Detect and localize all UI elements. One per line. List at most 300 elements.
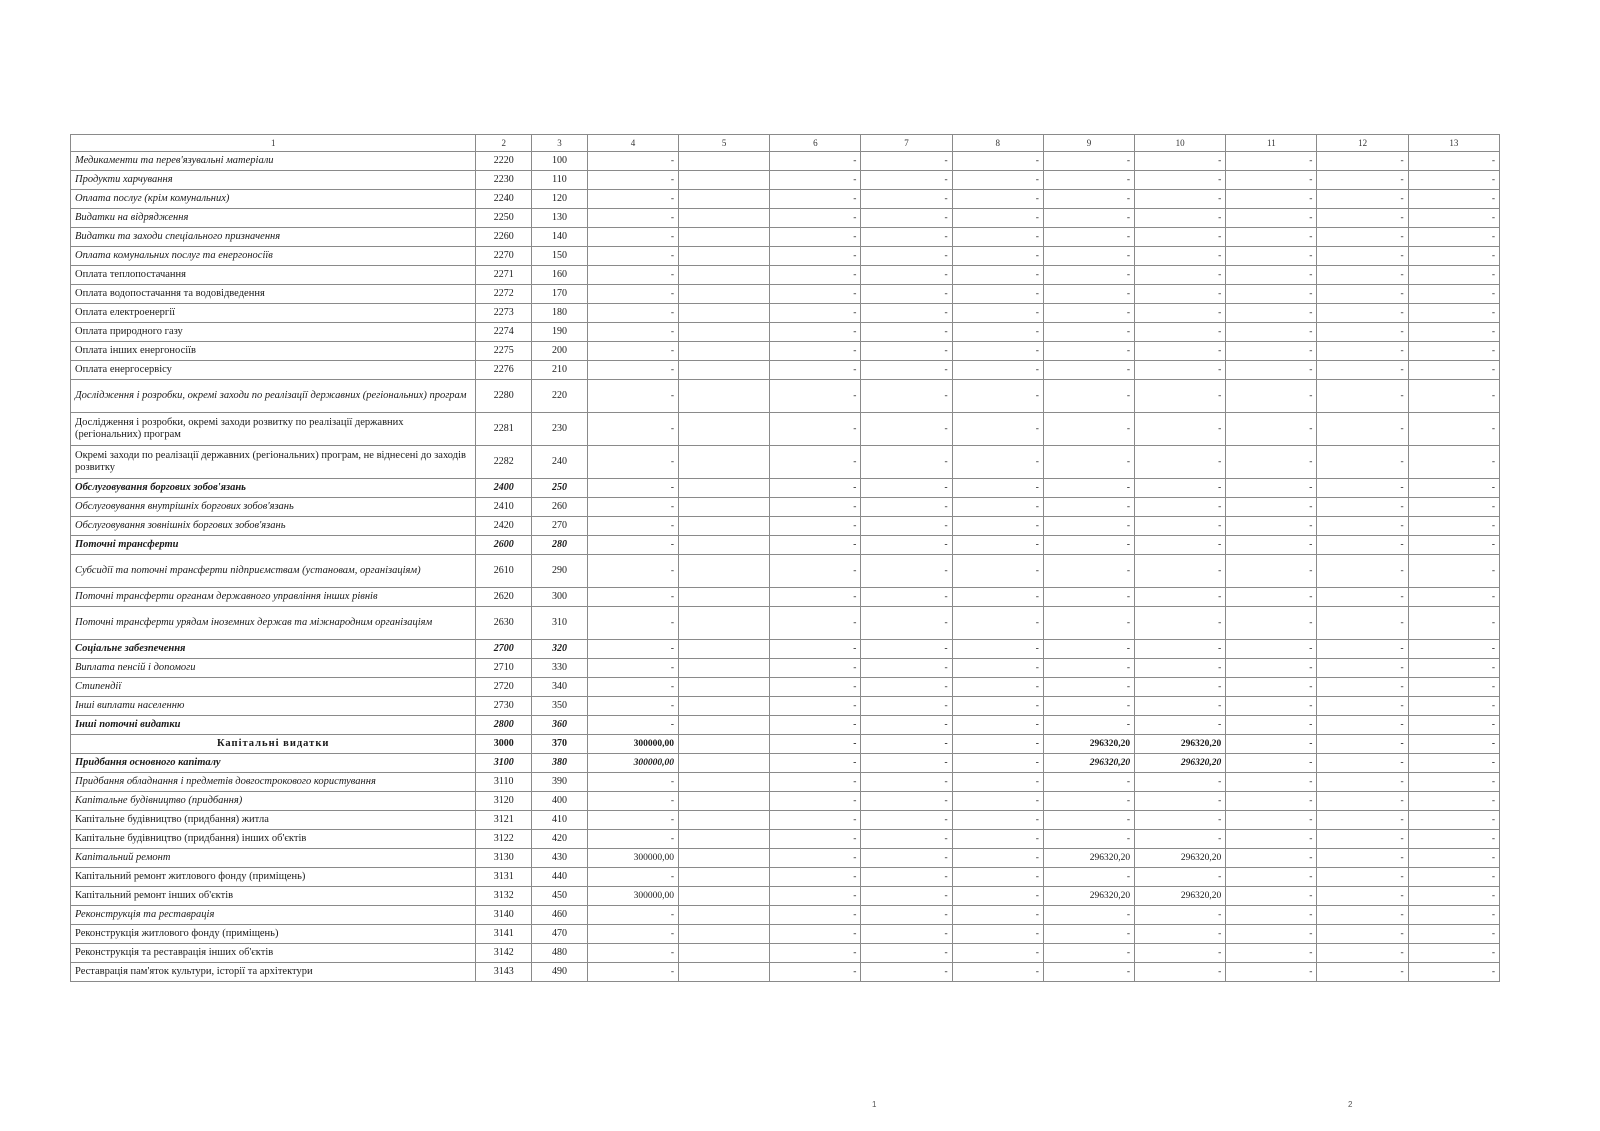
economic-code: 3140 (476, 906, 532, 925)
amount-col-13: - (1408, 754, 1499, 773)
amount-col-11: - (1226, 588, 1317, 607)
amount-col-6: - (770, 659, 861, 678)
amount-col-10: - (1135, 285, 1226, 304)
table-row (71, 190, 1500, 209)
amount-col-8: - (952, 228, 1043, 247)
line-code: 360 (532, 716, 588, 735)
amount-col-4: - (587, 285, 678, 304)
line-code: 350 (532, 697, 588, 716)
amount-col-9: - (1043, 536, 1134, 555)
amount-col-11: - (1226, 171, 1317, 190)
amount-col-5 (679, 773, 770, 792)
amount-col-10: - (1135, 517, 1226, 536)
table-row (71, 792, 1500, 811)
amount-col-10: - (1135, 925, 1226, 944)
expense-name: Окремі заходи по реалізації державних (регіональних) програм, не віднесені до заходів розвитку (71, 446, 476, 479)
amount-col-6: - (770, 446, 861, 479)
amount-col-4: - (587, 716, 678, 735)
amount-col-11: - (1226, 361, 1317, 380)
amount-col-9: - (1043, 323, 1134, 342)
amount-col-5 (679, 323, 770, 342)
amount-col-13: - (1408, 247, 1499, 266)
economic-code: 2420 (476, 517, 532, 536)
amount-col-6: - (770, 754, 861, 773)
amount-col-8: - (952, 735, 1043, 754)
table-row (71, 735, 1500, 754)
amount-col-12: - (1317, 678, 1408, 697)
expense-name: Медикаменти та перев'язувальні матеріали (71, 152, 476, 171)
column-number: 13 (1408, 135, 1499, 152)
expense-name: Реставрація пам'яток культури, історії та архітектури (71, 963, 476, 982)
amount-col-11: - (1226, 830, 1317, 849)
amount-col-7: - (861, 342, 952, 361)
amount-col-12: - (1317, 773, 1408, 792)
amount-col-8: - (952, 380, 1043, 413)
amount-col-11: - (1226, 247, 1317, 266)
amount-col-4: 300000,00 (587, 754, 678, 773)
economic-code: 3000 (476, 735, 532, 754)
amount-col-7: - (861, 285, 952, 304)
amount-col-7: - (861, 925, 952, 944)
amount-col-7: - (861, 588, 952, 607)
amount-col-10: - (1135, 536, 1226, 555)
column-number: 7 (861, 135, 952, 152)
amount-col-4: - (587, 413, 678, 446)
economic-code: 2250 (476, 209, 532, 228)
amount-col-9: - (1043, 607, 1134, 640)
amount-col-6: - (770, 304, 861, 323)
table-row (71, 361, 1500, 380)
amount-col-13: - (1408, 887, 1499, 906)
amount-col-11: - (1226, 285, 1317, 304)
amount-col-13: - (1408, 413, 1499, 446)
amount-col-13: - (1408, 849, 1499, 868)
amount-col-5 (679, 925, 770, 944)
economic-code: 2274 (476, 323, 532, 342)
expense-name: Інші поточні видатки (71, 716, 476, 735)
amount-col-9: - (1043, 588, 1134, 607)
economic-code: 2400 (476, 479, 532, 498)
table-row (71, 925, 1500, 944)
amount-col-10: - (1135, 342, 1226, 361)
amount-col-11: - (1226, 963, 1317, 982)
expense-name: Реконструкція житлового фонду (приміщень) (71, 925, 476, 944)
economic-code: 3131 (476, 868, 532, 887)
line-code: 130 (532, 209, 588, 228)
amount-col-4: - (587, 773, 678, 792)
amount-col-13: - (1408, 811, 1499, 830)
expense-name: Оплата електроенергії (71, 304, 476, 323)
amount-col-11: - (1226, 773, 1317, 792)
amount-col-5 (679, 849, 770, 868)
amount-col-11: - (1226, 792, 1317, 811)
table-row (71, 588, 1500, 607)
amount-col-8: - (952, 588, 1043, 607)
amount-col-4: 300000,00 (587, 887, 678, 906)
expense-name: Капітальне будівництво (придбання) інших об'єктів (71, 830, 476, 849)
amount-col-5 (679, 361, 770, 380)
amount-col-4: 300000,00 (587, 849, 678, 868)
column-number-row (71, 135, 1500, 152)
amount-col-13: - (1408, 304, 1499, 323)
amount-col-10: - (1135, 479, 1226, 498)
amount-col-13: - (1408, 716, 1499, 735)
amount-col-4: - (587, 190, 678, 209)
line-code: 440 (532, 868, 588, 887)
amount-col-10: - (1135, 380, 1226, 413)
expense-name: Реконструкція та реставрація інших об'єктів (71, 944, 476, 963)
amount-col-8: - (952, 323, 1043, 342)
amount-col-8: - (952, 868, 1043, 887)
amount-col-5 (679, 304, 770, 323)
table-row (71, 849, 1500, 868)
amount-col-12: - (1317, 868, 1408, 887)
amount-col-11: - (1226, 479, 1317, 498)
page-mark-right: 2 (1348, 1100, 1353, 1109)
amount-col-9: 296320,20 (1043, 735, 1134, 754)
table-row (71, 536, 1500, 555)
economic-code: 3122 (476, 830, 532, 849)
amount-col-4: 300000,00 (587, 735, 678, 754)
amount-col-8: - (952, 152, 1043, 171)
economic-code: 2275 (476, 342, 532, 361)
amount-col-11: - (1226, 152, 1317, 171)
table-row (71, 247, 1500, 266)
amount-col-6: - (770, 868, 861, 887)
amount-col-6: - (770, 555, 861, 588)
amount-col-12: - (1317, 811, 1408, 830)
line-code: 490 (532, 963, 588, 982)
line-code: 150 (532, 247, 588, 266)
amount-col-11: - (1226, 735, 1317, 754)
amount-col-11: - (1226, 190, 1317, 209)
amount-col-12: - (1317, 607, 1408, 640)
amount-col-11: - (1226, 640, 1317, 659)
amount-col-10: - (1135, 304, 1226, 323)
amount-col-10: - (1135, 906, 1226, 925)
amount-col-5 (679, 659, 770, 678)
amount-col-9: - (1043, 361, 1134, 380)
amount-col-6: - (770, 678, 861, 697)
column-number: 10 (1135, 135, 1226, 152)
amount-col-12: - (1317, 792, 1408, 811)
amount-col-9: - (1043, 906, 1134, 925)
economic-code: 2272 (476, 285, 532, 304)
amount-col-9: - (1043, 304, 1134, 323)
line-code: 180 (532, 304, 588, 323)
line-code: 280 (532, 536, 588, 555)
amount-col-9: 296320,20 (1043, 887, 1134, 906)
amount-col-13: - (1408, 285, 1499, 304)
amount-col-10: - (1135, 811, 1226, 830)
amount-col-7: - (861, 887, 952, 906)
amount-col-9: - (1043, 963, 1134, 982)
amount-col-12: - (1317, 285, 1408, 304)
amount-col-6: - (770, 285, 861, 304)
amount-col-7: - (861, 735, 952, 754)
amount-col-7: - (861, 304, 952, 323)
amount-col-11: - (1226, 925, 1317, 944)
amount-col-12: - (1317, 446, 1408, 479)
expense-name: Соціальне забезпечення (71, 640, 476, 659)
expense-name: Придбання обладнання і предметів довгострокового користування (71, 773, 476, 792)
line-code: 480 (532, 944, 588, 963)
amount-col-9: - (1043, 152, 1134, 171)
table-row (71, 285, 1500, 304)
amount-col-9: - (1043, 190, 1134, 209)
line-code: 460 (532, 906, 588, 925)
amount-col-12: - (1317, 906, 1408, 925)
amount-col-9: - (1043, 697, 1134, 716)
amount-col-7: - (861, 659, 952, 678)
amount-col-6: - (770, 849, 861, 868)
amount-col-12: - (1317, 555, 1408, 588)
expense-name: Оплата теплопостачання (71, 266, 476, 285)
amount-col-8: - (952, 754, 1043, 773)
amount-col-10: - (1135, 361, 1226, 380)
amount-col-13: - (1408, 380, 1499, 413)
amount-col-10: - (1135, 868, 1226, 887)
table-row (71, 607, 1500, 640)
line-code: 220 (532, 380, 588, 413)
amount-col-8: - (952, 659, 1043, 678)
amount-col-13: - (1408, 498, 1499, 517)
amount-col-13: - (1408, 697, 1499, 716)
amount-col-13: - (1408, 640, 1499, 659)
amount-col-5 (679, 754, 770, 773)
amount-col-10: - (1135, 209, 1226, 228)
page-mark-left: 1 (872, 1100, 877, 1109)
amount-col-10: - (1135, 678, 1226, 697)
amount-col-6: - (770, 380, 861, 413)
table-row (71, 209, 1500, 228)
line-code: 210 (532, 361, 588, 380)
table-row (71, 963, 1500, 982)
line-code: 470 (532, 925, 588, 944)
amount-col-6: - (770, 536, 861, 555)
amount-col-11: - (1226, 697, 1317, 716)
amount-col-11: - (1226, 517, 1317, 536)
line-code: 290 (532, 555, 588, 588)
amount-col-8: - (952, 498, 1043, 517)
amount-col-9: - (1043, 517, 1134, 536)
amount-col-4: - (587, 304, 678, 323)
economic-code: 3130 (476, 849, 532, 868)
amount-col-5 (679, 266, 770, 285)
table-row (71, 716, 1500, 735)
line-code: 430 (532, 849, 588, 868)
amount-col-9: - (1043, 555, 1134, 588)
amount-col-6: - (770, 266, 861, 285)
amount-col-8: - (952, 811, 1043, 830)
amount-col-5 (679, 555, 770, 588)
expense-name: Оплата послуг (крім комунальних) (71, 190, 476, 209)
amount-col-6: - (770, 887, 861, 906)
amount-col-6: - (770, 498, 861, 517)
amount-col-4: - (587, 498, 678, 517)
amount-col-4: - (587, 266, 678, 285)
economic-code: 2281 (476, 413, 532, 446)
amount-col-4: - (587, 323, 678, 342)
amount-col-8: - (952, 906, 1043, 925)
amount-col-6: - (770, 479, 861, 498)
amount-col-13: - (1408, 555, 1499, 588)
expense-name: Капітальні видатки (71, 735, 476, 754)
amount-col-12: - (1317, 697, 1408, 716)
column-number: 4 (587, 135, 678, 152)
amount-col-10: - (1135, 152, 1226, 171)
economic-code: 2800 (476, 716, 532, 735)
amount-col-4: - (587, 555, 678, 588)
line-code: 170 (532, 285, 588, 304)
amount-col-13: - (1408, 517, 1499, 536)
economic-code: 2700 (476, 640, 532, 659)
amount-col-6: - (770, 944, 861, 963)
amount-col-10: - (1135, 773, 1226, 792)
amount-col-5 (679, 380, 770, 413)
amount-col-10: 296320,20 (1135, 735, 1226, 754)
amount-col-5 (679, 697, 770, 716)
table-row (71, 830, 1500, 849)
amount-col-12: - (1317, 944, 1408, 963)
economic-code: 2720 (476, 678, 532, 697)
line-code: 100 (532, 152, 588, 171)
expense-name: Дослідження і розробки, окремі заходи по реалізації державних (регіональних) програм (71, 380, 476, 413)
amount-col-13: - (1408, 659, 1499, 678)
economic-code: 2282 (476, 446, 532, 479)
amount-col-13: - (1408, 963, 1499, 982)
economic-code: 2730 (476, 697, 532, 716)
amount-col-7: - (861, 555, 952, 588)
amount-col-11: - (1226, 607, 1317, 640)
amount-col-9: - (1043, 773, 1134, 792)
amount-col-11: - (1226, 754, 1317, 773)
amount-col-4: - (587, 792, 678, 811)
amount-col-8: - (952, 849, 1043, 868)
economic-code: 2220 (476, 152, 532, 171)
amount-col-5 (679, 906, 770, 925)
amount-col-13: - (1408, 446, 1499, 479)
amount-col-4: - (587, 209, 678, 228)
amount-col-11: - (1226, 716, 1317, 735)
amount-col-11: - (1226, 906, 1317, 925)
amount-col-6: - (770, 773, 861, 792)
amount-col-4: - (587, 228, 678, 247)
line-code: 410 (532, 811, 588, 830)
amount-col-12: - (1317, 925, 1408, 944)
amount-col-11: - (1226, 659, 1317, 678)
amount-col-6: - (770, 152, 861, 171)
amount-col-10: - (1135, 588, 1226, 607)
table-row (71, 498, 1500, 517)
amount-col-7: - (861, 190, 952, 209)
amount-col-12: - (1317, 536, 1408, 555)
line-code: 160 (532, 266, 588, 285)
amount-col-11: - (1226, 678, 1317, 697)
amount-col-7: - (861, 171, 952, 190)
amount-col-12: - (1317, 479, 1408, 498)
line-code: 310 (532, 607, 588, 640)
amount-col-6: - (770, 588, 861, 607)
amount-col-12: - (1317, 190, 1408, 209)
amount-col-9: - (1043, 342, 1134, 361)
amount-col-10: 296320,20 (1135, 849, 1226, 868)
line-code: 200 (532, 342, 588, 361)
expense-name: Обслуговування внутрішніх боргових зобов'язань (71, 498, 476, 517)
amount-col-10: - (1135, 640, 1226, 659)
amount-col-5 (679, 830, 770, 849)
amount-col-7: - (861, 446, 952, 479)
amount-col-13: - (1408, 361, 1499, 380)
amount-col-8: - (952, 925, 1043, 944)
amount-col-8: - (952, 171, 1043, 190)
expense-name: Оплата водопостачання та водовідведення (71, 285, 476, 304)
line-code: 400 (532, 792, 588, 811)
amount-col-11: - (1226, 413, 1317, 446)
amount-col-5 (679, 209, 770, 228)
amount-col-12: - (1317, 342, 1408, 361)
expense-name: Капітальне будівництво (придбання) (71, 792, 476, 811)
economic-code: 2710 (476, 659, 532, 678)
line-code: 420 (532, 830, 588, 849)
amount-col-9: - (1043, 830, 1134, 849)
amount-col-5 (679, 887, 770, 906)
amount-col-4: - (587, 171, 678, 190)
amount-col-13: - (1408, 773, 1499, 792)
amount-col-7: - (861, 963, 952, 982)
amount-col-7: - (861, 152, 952, 171)
expense-name: Стипендії (71, 678, 476, 697)
amount-col-7: - (861, 266, 952, 285)
amount-col-10: - (1135, 659, 1226, 678)
economic-code: 3100 (476, 754, 532, 773)
amount-col-10: - (1135, 190, 1226, 209)
amount-col-6: - (770, 517, 861, 536)
amount-col-6: - (770, 247, 861, 266)
expense-name: Реконструкція та реставрація (71, 906, 476, 925)
amount-col-8: - (952, 640, 1043, 659)
amount-col-6: - (770, 209, 861, 228)
column-number: 12 (1317, 135, 1408, 152)
line-code: 260 (532, 498, 588, 517)
expense-name: Капітальне будівництво (придбання) житла (71, 811, 476, 830)
amount-col-9: - (1043, 811, 1134, 830)
line-code: 380 (532, 754, 588, 773)
amount-col-7: - (861, 849, 952, 868)
amount-col-7: - (861, 380, 952, 413)
amount-col-9: - (1043, 380, 1134, 413)
amount-col-4: - (587, 925, 678, 944)
amount-col-4: - (587, 342, 678, 361)
table-row (71, 754, 1500, 773)
amount-col-12: - (1317, 228, 1408, 247)
amount-col-8: - (952, 536, 1043, 555)
economic-code: 3142 (476, 944, 532, 963)
amount-col-13: - (1408, 735, 1499, 754)
amount-col-8: - (952, 716, 1043, 735)
amount-col-6: - (770, 171, 861, 190)
amount-col-5 (679, 413, 770, 446)
table-row (71, 887, 1500, 906)
amount-col-7: - (861, 479, 952, 498)
table-row (71, 678, 1500, 697)
table-row (71, 555, 1500, 588)
amount-col-8: - (952, 342, 1043, 361)
amount-col-6: - (770, 792, 861, 811)
amount-col-13: - (1408, 228, 1499, 247)
column-number: 9 (1043, 135, 1134, 152)
amount-col-11: - (1226, 323, 1317, 342)
